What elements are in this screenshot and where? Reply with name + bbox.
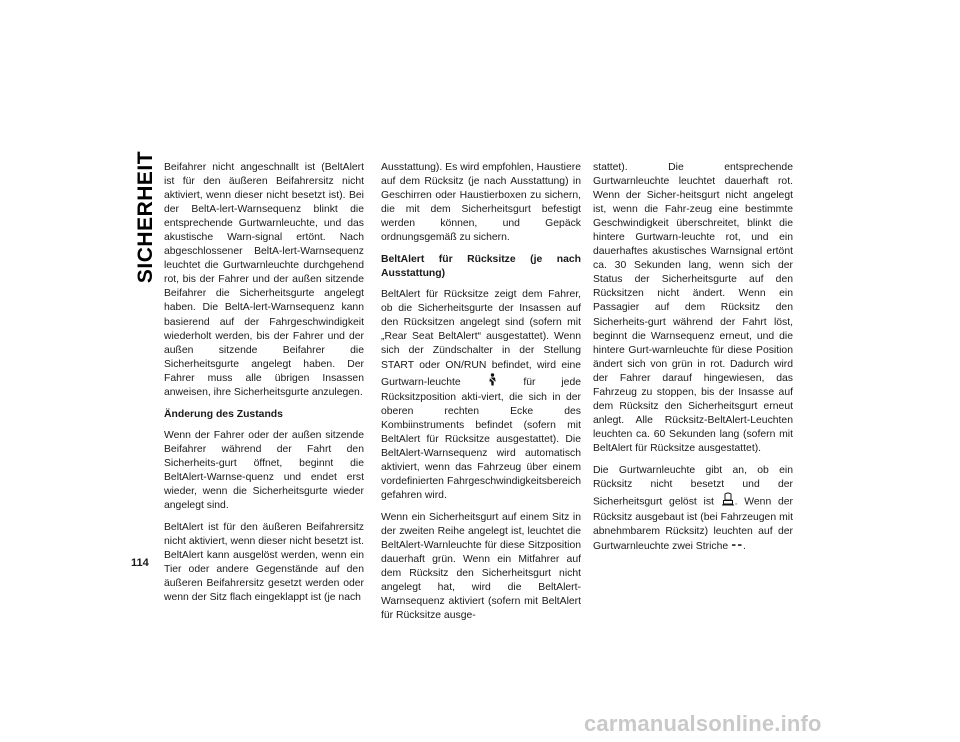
column-1 bbox=[164, 161, 364, 613]
empty-seat-icon bbox=[721, 492, 735, 511]
paragraph: BeltAlert ist für den äußeren Beifahrersitz nicht aktiviert, wenn dieser nicht besetzt ist. BeltAlert kann ausgelöst werden, wenn ein Tier oder andere Gegenstände auf den äußeren Beifahrersitz gesetzt werden oder wenn der Sitz flach eingeklappt ist (je nach bbox=[164, 522, 364, 604]
paragraph: Beifahrer nicht angeschnallt ist (BeltAlert ist für den äußeren Beifahrersitz nicht aktiviert, wenn dieser nicht besetzt ist). Bei der BeltA-lert-Warnsequenz blinkt die entsprechende Gurtwarnleuchte, und das akustische Warn-signal ertönt. Nach abgeschlossener BeltA-lert-Warnsequenz leuchtet die Gurtwarnleuchte durchgehend rot, bis der Fahrer und der außen sitzende Beifahrer die Sicherheitsgurte angelegt haben. Die BeltA-lert-Warnsequenz kann basierend auf der Fahrgeschwindigkeit wiederholt werden, bis der Fahrer und der außen sitzende Beifahrer die Sicherheitsgurte angelegt haben. Der Fahrer muss alle übrigen Insassen anweisen, ihre Sicherheitsgurte anzulegen. bbox=[164, 162, 364, 398]
paragraph-with-icon bbox=[381, 288, 581, 503]
paragraph: Wenn ein Sicherheitsgurt auf einem Sitz in der zweiten Reihe angelegt ist, leuchtet die BeltAlert-Warnleuchte für diese Sitzposition dauerhaft grün. Wenn ein Mitfahrer auf dem Rücksitz den Sicherheitsgurt nicht angelegt hat, wird die BeltAlert-Warnsequenz aktiviert (sofern mit BeltAlert für Rücksitze ausge- bbox=[381, 511, 581, 622]
text: BeltAlert für Rücksitze zeigt dem Fahrer, ob die Sicherheitsgurte der Insassen auf den Rücksitzen angelegt sind (sofern mit „Rear Seat BeltAlert“ ausgestattet). Wenn sich der Zündschalter in der Stellung START oder ON/RUN befindet, wird eine Gurtwarn-leuchte bbox=[381, 289, 581, 388]
subheading: BeltAlert für Rücksitze (je nach Ausstattung) bbox=[381, 254, 581, 280]
paragraph: Ausstattung). Es wird empfohlen, Haustiere auf dem Rücksitz (je nach Ausstattung) in Geschirren oder Haustierboxen zu sichern, die mit dem Sicherheitsgurt befestigt werden können, und Gepäck ordnungsgemäß zu sichern. bbox=[381, 162, 581, 244]
page-number: 114 bbox=[131, 557, 149, 569]
text: Die Gurtwarnleuchte gibt an, ob ein Rücksitz nicht besetzt und der Sicherheitsgurt gelöst ist bbox=[593, 464, 793, 508]
seatbelt-person-icon bbox=[487, 373, 498, 391]
text: für jede Rücksitzposition akti-viert, die sich in der oberen rechten Ecke des Kombiinstruments befindet (sofern mit BeltAlert für Rücksitze ausgestattet). Die BeltAlert-Warnsequenz wird automatisch aktiviert, wenn das Fahrzeug über einem vordefinierten Fahrgeschwindigkeitsbereich gefahren wird. bbox=[381, 376, 581, 501]
subheading: Änderung des Zustands bbox=[164, 408, 283, 420]
text: . bbox=[743, 541, 746, 552]
section-title: SICHERHEIT bbox=[134, 150, 157, 284]
paragraph: stattet). Die entsprechende Gurtwarnleuchte leuchtet dauerhaft rot. Wenn der Sicher-heitsgurt nicht angelegt ist, wenn die Fahr-zeug eine bestimmte Geschwindigkeit überschreitet, blinkt die hintere Gurtwarn-leuchte rot, und ein dauerhaftes akustisches Warnsignal ertönt ca. 30 Sekunden lang, wenn sich der Status der Sicherheitsgurte auf den Rücksitzen nicht ändert. Wenn ein Passagier auf dem Rücksitz den Sicherheits-gurt während der Fahrt löst, beginnt die Warnsequenz erneut, und die hintere Gurt-warnleuchte für diese Position ändert sich von grün in rot. Dadurch wird der Fahrer darauf hingewiesen, das Fahrzeug zu stoppen, bis der Insasse auf dem Rücksitz den Sicherheitsgurt erneut anlegt. Alle Rücksitz-BeltAlert-Leuchten leuchten ca. 60 Sekunden lang (sofern mit BeltAlert für Rücksitze ausgestattet). bbox=[593, 162, 793, 454]
column-2 bbox=[381, 161, 581, 631]
column-3 bbox=[593, 161, 793, 562]
two-dashes-icon bbox=[731, 539, 743, 553]
watermark: carmanualsonline.info bbox=[584, 711, 822, 736]
section-tab bbox=[132, 150, 160, 284]
paragraph: Wenn der Fahrer oder der außen sitzende Beifahrer während der Fahrt den Sicherheits-gurt öffnet, beginnt die BeltAlert-Warnse-quenz und endet erst wieder, wenn die Sicherheitsgurte wieder angelegt sind. bbox=[164, 429, 364, 512]
text: . Wenn der Rücksitz ausgebaut ist (bei Fahrzeugen mit abnehmbarem Rücksitz) leuchten auf der Gurtwarnleuchte zwei Striche bbox=[593, 496, 793, 552]
paragraph-with-icons bbox=[593, 464, 793, 554]
